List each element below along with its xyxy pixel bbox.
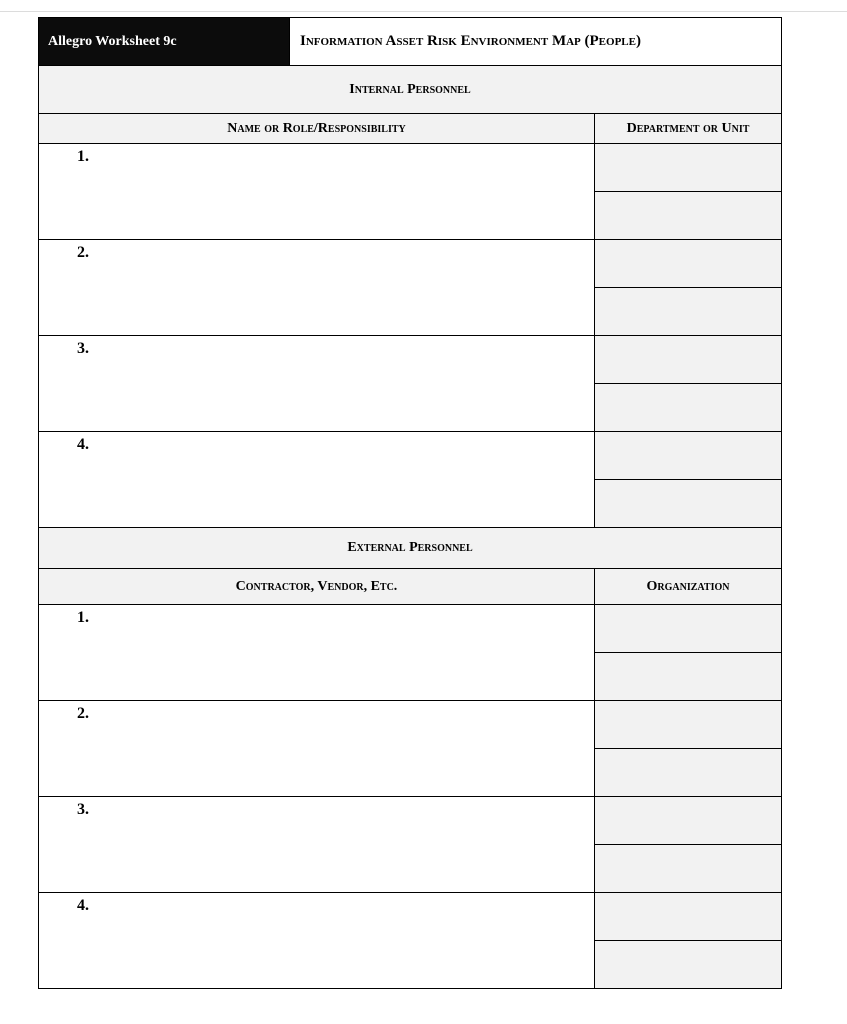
internal-entry-3-department-a[interactable] (595, 336, 782, 384)
external-entry-2[interactable]: 2. (39, 701, 595, 797)
external-entry-4-organization-b[interactable] (595, 941, 782, 989)
internal-entry-4-department-a[interactable] (595, 432, 782, 480)
internal-entry-2-department-a[interactable] (595, 240, 782, 288)
external-column-header-row (39, 569, 782, 605)
external-entry-4-row (39, 893, 782, 941)
internal-entry-2-row (39, 240, 782, 288)
internal-entry-1-department-b[interactable] (595, 192, 782, 240)
external-entry-2-organization-a[interactable] (595, 701, 782, 749)
internal-entry-3-department-b[interactable] (595, 384, 782, 432)
internal-column-header-row (39, 114, 782, 144)
external-entry-3-organization-a[interactable] (595, 797, 782, 845)
internal-entry-3[interactable]: 3. (39, 336, 595, 432)
external-entry-1-organization-a[interactable] (595, 605, 782, 653)
worksheet-header-row (39, 18, 782, 66)
internal-entry-4-department-b[interactable] (595, 480, 782, 528)
internal-entry-2[interactable]: 2. (39, 240, 595, 336)
internal-entry-4-row (39, 432, 782, 480)
internal-entry-4[interactable]: 4. (39, 432, 595, 528)
internal-entry-3-row (39, 336, 782, 384)
internal-section-row (39, 66, 782, 114)
browser-top-edge (0, 0, 847, 12)
internal-entry-1[interactable]: 1. (39, 144, 595, 240)
external-entry-2-organization-b[interactable] (595, 749, 782, 797)
external-entry-1[interactable]: 1. (39, 605, 595, 701)
worksheet-title: Information Asset Risk Environment Map (People) (290, 18, 782, 66)
internal-entry-1-row (39, 144, 782, 192)
external-entry-1-row (39, 605, 782, 653)
external-entry-3[interactable]: 3. (39, 797, 595, 893)
worksheet-label: Allegro Worksheet 9c (39, 18, 290, 66)
external-section-row (39, 528, 782, 569)
external-entry-1-organization-b[interactable] (595, 653, 782, 701)
internal-entry-1-department-a[interactable] (595, 144, 782, 192)
internal-name-column-header: Name or Role/Responsibility (39, 114, 595, 144)
external-entry-4-organization-a[interactable] (595, 893, 782, 941)
internal-department-column-header: Department or Unit (595, 114, 782, 144)
external-name-column-header: Contractor, Vendor, Etc. (39, 569, 595, 605)
external-section-title: External Personnel (39, 528, 782, 569)
external-entry-3-organization-b[interactable] (595, 845, 782, 893)
external-entry-2-row (39, 701, 782, 749)
internal-entry-2-department-b[interactable] (595, 288, 782, 336)
internal-section-title: Internal Personnel (39, 66, 782, 114)
worksheet-table (38, 17, 782, 989)
external-organization-column-header: Organization (595, 569, 782, 605)
external-entry-3-row (39, 797, 782, 845)
external-entry-4[interactable]: 4. (39, 893, 595, 989)
